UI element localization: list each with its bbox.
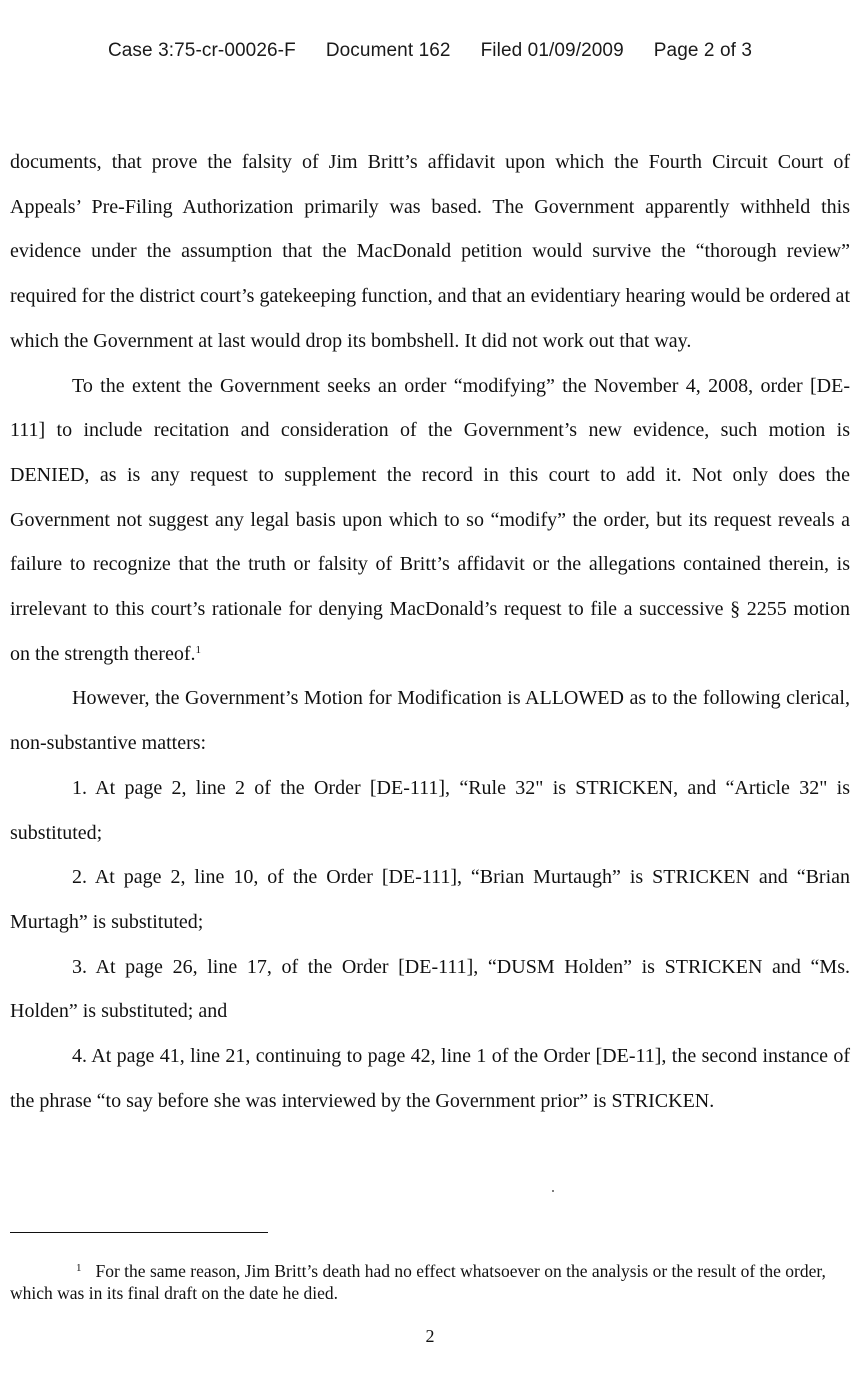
page-count: Page 2 of 3 xyxy=(653,40,753,61)
case-header xyxy=(0,40,860,62)
footnote-divider xyxy=(10,1232,268,1233)
list-item: 3. At page 26, line 17, of the Order [DE-111], “DUSM Holden” is STRICKEN and “Ms. Holden” is substituted; and xyxy=(10,955,850,1023)
order-body xyxy=(10,140,850,1123)
paragraph-continuation: documents, that prove the falsity of Jim Britt’s affidavit upon which the Fourth Circuit Court of Appeals’ Pre-Filing Authorization primarily was based. The Government apparently withheld this evidence under the assumption that the MacDonald petition would survive the “thorough review” required for the district court’s gatekeeping function, and that an evidentiary hearing would be ordered at which the Government at last would drop its bombshell. It did not work out that way. xyxy=(10,151,850,352)
list-item: 1. At page 2, line 2 of the Order [DE-111], “Rule 32" is STRICKEN, and “Article 32" is substituted; xyxy=(10,776,850,844)
document-number: Document 162 xyxy=(325,40,451,61)
footnote-text: For the same reason, Jim Britt’s death had no effect whatsoever on the analysis or the result of the order, which was in its final draft on the date he died. xyxy=(10,1261,826,1303)
paragraph-denial xyxy=(10,364,850,677)
footnote-number: 1 xyxy=(76,1262,82,1274)
footnote xyxy=(10,1260,850,1304)
paragraph-allowed: However, the Government’s Motion for Modification is ALLOWED as to the following clerical, non-substantive matters: xyxy=(10,687,850,755)
paragraph-denial-text: To the extent the Government seeks an order “modifying” the November 4, 2008, order [DE-111] to include recitation and consideration of the Government’s new evidence, such motion is DENIED, as is any request to supplement the record in this court to add it. Not only does the Government not suggest any legal basis upon which to so “modify” the order, but its request reveals a failure to recognize that the truth or falsity of Britt’s affidavit or the allegations contained therein, is irrelevant to this court’s rationale for denying MacDonald’s request to file a successive § 2255 motion on the strength thereof. xyxy=(10,374,850,665)
list-item: 2. At page 2, line 10, of the Order [DE-111], “Brian Murtaugh” is STRICKEN and “Brian Murtagh” is substituted; xyxy=(10,866,850,933)
footnote-reference[interactable]: 1 xyxy=(195,643,201,656)
case-number: Case 3:75-cr-00026-F xyxy=(107,40,296,61)
page-number: 2 xyxy=(425,1326,435,1346)
stray-mark xyxy=(552,1190,554,1192)
list-item: 4. At page 41, line 21, continuing to page 42, line 1 of the Order [DE-11], the second instance of the phrase “to say before she was interviewed by the Government prior” is STRICKEN. xyxy=(10,1045,850,1112)
filed-date: Filed 01/09/2009 xyxy=(480,40,624,61)
